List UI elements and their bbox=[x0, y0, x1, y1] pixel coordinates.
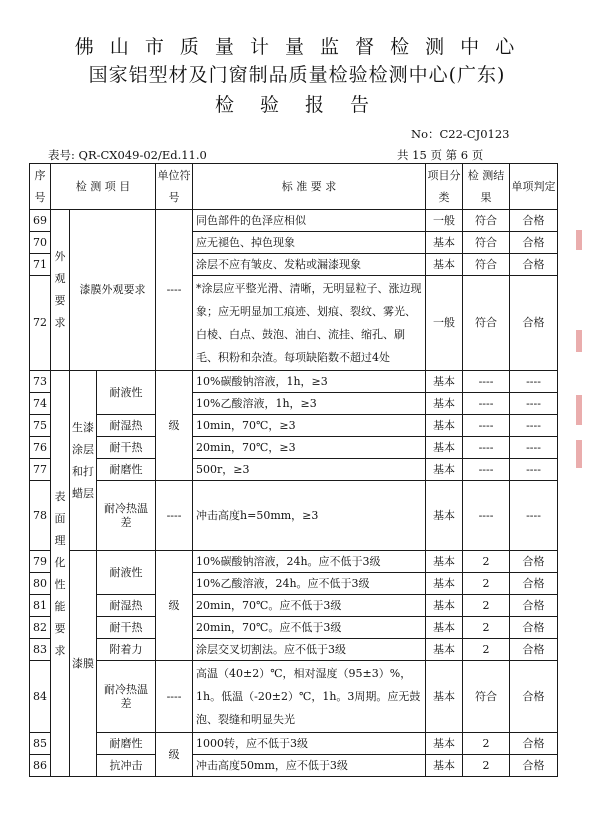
row-no: 76 bbox=[30, 437, 51, 459]
row-result: 符合 bbox=[463, 232, 510, 254]
row-no: 82 bbox=[30, 617, 51, 639]
table-row bbox=[30, 733, 558, 755]
row-judge: ---- bbox=[510, 415, 558, 437]
row-item: 耐湿热 bbox=[97, 595, 156, 617]
row-item: 耐液性 bbox=[97, 371, 156, 415]
row-standard: 10%碳酸钠溶液，1h，≥3 bbox=[193, 371, 426, 393]
page-count: 共 15 页 第 6 页 bbox=[397, 148, 484, 162]
report-center-title: 国家铝型材及门窗制品质量检验检测中心(广东) bbox=[88, 64, 506, 86]
row-standard: 冲击高度50mm，应不低于3级 bbox=[193, 755, 426, 777]
unit-grade: 级 bbox=[156, 551, 193, 661]
row-no: 79 bbox=[30, 551, 51, 573]
row-standard: 1000转，应不低于3级 bbox=[193, 733, 426, 755]
table-row bbox=[30, 210, 558, 232]
row-result: ---- bbox=[463, 481, 510, 551]
row-result: ---- bbox=[463, 459, 510, 481]
row-result: 2 bbox=[463, 595, 510, 617]
row-category: 基本 bbox=[426, 661, 463, 733]
row-no: 80 bbox=[30, 573, 51, 595]
row-item: 耐冷热温差 bbox=[97, 481, 156, 551]
table-row bbox=[30, 639, 558, 661]
unit-dash: ---- bbox=[156, 661, 193, 733]
table-row bbox=[30, 437, 558, 459]
row-category: 基本 bbox=[426, 755, 463, 777]
row-result: 2 bbox=[463, 551, 510, 573]
appearance-item-label: 漆膜外观要求 bbox=[70, 210, 156, 371]
row-judge: 合格 bbox=[510, 733, 558, 755]
row-result: 2 bbox=[463, 617, 510, 639]
row-no: 78 bbox=[30, 481, 51, 551]
row-standard: 20min，70℃，≥3 bbox=[193, 437, 426, 459]
row-category: 基本 bbox=[426, 551, 463, 573]
row-item: 耐干热 bbox=[97, 617, 156, 639]
row-standard: 冲击高度h=50mm，≥3 bbox=[193, 481, 426, 551]
row-judge: 合格 bbox=[510, 617, 558, 639]
row-judge: 合格 bbox=[510, 595, 558, 617]
row-judge: ---- bbox=[510, 459, 558, 481]
table-row bbox=[30, 481, 558, 551]
row-result: 符合 bbox=[463, 661, 510, 733]
row-standard: 应无褪色、掉色现象 bbox=[193, 232, 426, 254]
form-number: 表号: QR-CX049-02/Ed.11.0 bbox=[48, 148, 207, 162]
row-no: 75 bbox=[30, 415, 51, 437]
report-title: 检 验 报 告 bbox=[214, 94, 380, 116]
row-result: 符合 bbox=[463, 210, 510, 232]
row-standard: 20min，70℃。应不低于3级 bbox=[193, 617, 426, 639]
row-item: 抗冲击 bbox=[97, 755, 156, 777]
row-standard: *涂层应平整光滑、清晰，无明显粒子、涨边现象；应无明显加工痕迹、划痕、裂纹、雾光、白棱、白点、鼓泡、油白、流挂、缩孔、刷毛、积粉和杂渣。每项缺陷数不超过4处 bbox=[193, 276, 426, 371]
table-row bbox=[30, 371, 558, 393]
row-category: 基本 bbox=[426, 617, 463, 639]
unit-grade: 级 bbox=[156, 733, 193, 777]
row-standard: 10%乙酸溶液，24h。应不低于3级 bbox=[193, 573, 426, 595]
row-standard: 高温（40±2）℃，相对湿度（95±3）%，1h。低温（-20±2）℃，1h。3周期。应无鼓泡、裂缝和明显失光 bbox=[193, 661, 426, 733]
row-judge: 合格 bbox=[510, 210, 558, 232]
col-header-seq: 序号 bbox=[30, 164, 51, 210]
row-no: 74 bbox=[30, 393, 51, 415]
row-judge: ---- bbox=[510, 371, 558, 393]
row-no: 77 bbox=[30, 459, 51, 481]
row-result: ---- bbox=[463, 371, 510, 393]
appearance-group-label: 外观要求 bbox=[51, 210, 70, 371]
row-category: 基本 bbox=[426, 639, 463, 661]
row-category: 基本 bbox=[426, 481, 463, 551]
seal-edge-mark bbox=[576, 440, 582, 468]
seal-edge-mark bbox=[576, 230, 582, 250]
row-no: 84 bbox=[30, 661, 51, 733]
row-item: 耐磨性 bbox=[97, 733, 156, 755]
row-item: 耐干热 bbox=[97, 437, 156, 459]
row-result: 符合 bbox=[463, 254, 510, 276]
raw-lacquer-group-label: 生漆涂层和打蜡层 bbox=[70, 371, 97, 551]
row-category: 基本 bbox=[426, 573, 463, 595]
table-header-row bbox=[30, 164, 558, 210]
row-standard: 涂层不应有皱皮、发粘或漏漆现象 bbox=[193, 254, 426, 276]
row-category: 一般 bbox=[426, 276, 463, 371]
row-item: 耐磨性 bbox=[97, 459, 156, 481]
row-judge: ---- bbox=[510, 481, 558, 551]
row-item: 耐湿热 bbox=[97, 415, 156, 437]
surface-group-label: 表面理化性能要求 bbox=[51, 371, 70, 777]
row-no: 83 bbox=[30, 639, 51, 661]
row-standard: 20min，70℃。应不低于3级 bbox=[193, 595, 426, 617]
row-judge: ---- bbox=[510, 393, 558, 415]
row-category: 基本 bbox=[426, 459, 463, 481]
table-row bbox=[30, 459, 558, 481]
row-judge: 合格 bbox=[510, 254, 558, 276]
inspection-table bbox=[29, 163, 558, 777]
row-judge: ---- bbox=[510, 437, 558, 459]
row-result: 符合 bbox=[463, 276, 510, 371]
row-no: 72 bbox=[30, 276, 51, 371]
row-category: 基本 bbox=[426, 232, 463, 254]
table-row bbox=[30, 661, 558, 733]
col-header-category: 项目分类 bbox=[426, 164, 463, 210]
row-item: 附着力 bbox=[97, 639, 156, 661]
row-category: 基本 bbox=[426, 415, 463, 437]
row-item: 耐液性 bbox=[97, 551, 156, 595]
row-judge: 合格 bbox=[510, 639, 558, 661]
row-no: 85 bbox=[30, 733, 51, 755]
col-header-judge: 单项判定 bbox=[510, 164, 558, 210]
row-standard: 10min，70℃，≥3 bbox=[193, 415, 426, 437]
table-row bbox=[30, 755, 558, 777]
row-no: 73 bbox=[30, 371, 51, 393]
table-row bbox=[30, 551, 558, 573]
col-header-result: 检 测结 果 bbox=[463, 164, 510, 210]
unit-grade: 级 bbox=[156, 371, 193, 481]
row-category: 基本 bbox=[426, 254, 463, 276]
row-result: ---- bbox=[463, 415, 510, 437]
row-category: 基本 bbox=[426, 437, 463, 459]
row-no: 71 bbox=[30, 254, 51, 276]
row-category: 基本 bbox=[426, 393, 463, 415]
report-number: No：C22-CJ0123 bbox=[411, 127, 510, 141]
row-category: 基本 bbox=[426, 733, 463, 755]
row-category: 一般 bbox=[426, 210, 463, 232]
col-header-standard: 标 准 要 求 bbox=[193, 164, 426, 210]
col-header-unit: 单位符号 bbox=[156, 164, 193, 210]
row-no: 86 bbox=[30, 755, 51, 777]
unit-dash: ---- bbox=[156, 481, 193, 551]
row-judge: 合格 bbox=[510, 276, 558, 371]
row-result: 2 bbox=[463, 639, 510, 661]
row-category: 基本 bbox=[426, 371, 463, 393]
row-result: ---- bbox=[463, 393, 510, 415]
seal-edge-mark bbox=[576, 330, 582, 352]
row-result: ---- bbox=[463, 437, 510, 459]
seal-edge-mark bbox=[576, 395, 582, 425]
row-result: 2 bbox=[463, 573, 510, 595]
table-row bbox=[30, 415, 558, 437]
row-standard: 同色部件的色泽应相似 bbox=[193, 210, 426, 232]
row-no: 81 bbox=[30, 595, 51, 617]
row-standard: 10%碳酸钠溶液，24h。应不低于3级 bbox=[193, 551, 426, 573]
film-group-label: 漆膜 bbox=[70, 551, 97, 777]
report-org-title: 佛 山 市 质 量 计 量 监 督 检 测 中 心 bbox=[74, 36, 520, 58]
row-standard: 10%乙酸溶液，1h，≥3 bbox=[193, 393, 426, 415]
row-judge: 合格 bbox=[510, 573, 558, 595]
row-category: 基本 bbox=[426, 595, 463, 617]
row-result: 2 bbox=[463, 755, 510, 777]
col-header-item: 检 测 项 目 bbox=[51, 164, 156, 210]
row-judge: 合格 bbox=[510, 755, 558, 777]
table-row bbox=[30, 595, 558, 617]
row-standard: 500r，≥3 bbox=[193, 459, 426, 481]
row-judge: 合格 bbox=[510, 661, 558, 733]
row-no: 69 bbox=[30, 210, 51, 232]
row-result: 2 bbox=[463, 733, 510, 755]
unit-dash: ---- bbox=[156, 210, 193, 371]
row-judge: 合格 bbox=[510, 232, 558, 254]
row-judge: 合格 bbox=[510, 551, 558, 573]
row-no: 70 bbox=[30, 232, 51, 254]
row-standard: 涂层交叉切割法。应不低于3级 bbox=[193, 639, 426, 661]
row-item: 耐冷热温差 bbox=[97, 661, 156, 733]
table-row bbox=[30, 617, 558, 639]
